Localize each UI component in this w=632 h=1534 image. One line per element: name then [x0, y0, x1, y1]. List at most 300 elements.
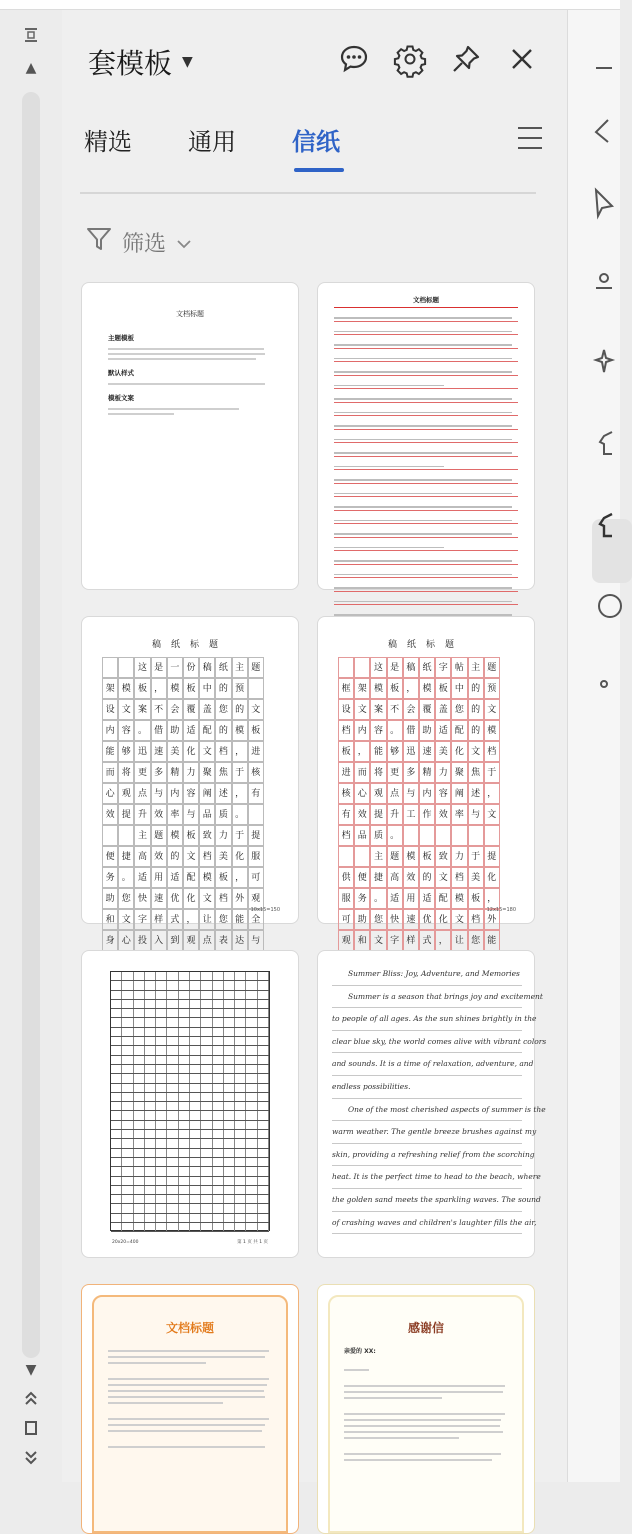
grid-cell [258, 972, 269, 980]
page-footer: 第 1 页 共 1 页 [237, 1240, 268, 1245]
grid-cell [122, 1084, 133, 1092]
grid-cell: 观 [183, 930, 199, 951]
grid-row [102, 909, 264, 930]
pin-icon[interactable] [449, 42, 483, 76]
grid-cell: 供 [338, 867, 354, 888]
rule-line [334, 537, 518, 538]
grid-cell [190, 1214, 201, 1222]
grid-cell: 预 [232, 678, 248, 699]
panel-title: 套模板 [88, 47, 173, 80]
grid-cell: 能 [370, 741, 386, 762]
grid-row [111, 1102, 269, 1111]
template-card-red-lined[interactable] [317, 282, 535, 590]
grid-row [111, 1139, 269, 1148]
grid-cell: 板 [248, 720, 264, 741]
grid-cell [213, 1214, 224, 1222]
grid-cell [213, 1149, 224, 1157]
grid-cell: 的 [215, 720, 231, 741]
grid-cell [134, 1139, 145, 1147]
grid-cell [145, 1149, 156, 1157]
template-title: 感谢信 [407, 1321, 444, 1335]
grid-cell [190, 1158, 201, 1166]
grid-cell: 。 [118, 867, 134, 888]
grid-cell [167, 1111, 178, 1119]
text-line [334, 574, 512, 576]
menu-icon[interactable] [516, 124, 544, 152]
grid-cell [179, 1084, 190, 1092]
grid-cell [145, 1167, 156, 1175]
grid-cell [224, 1037, 235, 1045]
grid-cell: 质 [215, 804, 231, 825]
grid-cell: 核 [338, 783, 354, 804]
template-card-basic[interactable] [81, 282, 299, 590]
grid-cell [167, 1037, 178, 1045]
grid-cell [338, 846, 354, 867]
grid-cell [134, 991, 145, 999]
template-card-dense-grid[interactable] [81, 950, 299, 1258]
grid-cell [167, 1028, 178, 1036]
grid-cell [354, 657, 370, 678]
grid-cell [258, 1223, 269, 1231]
grid-cell: 快 [134, 888, 150, 909]
grid-cell [111, 1009, 122, 1017]
grid-cell [122, 1186, 133, 1194]
grid-row [111, 981, 269, 990]
grid-cell: 适 [183, 720, 199, 741]
grid-cell [134, 1111, 145, 1119]
grid-cell: 主 [370, 846, 386, 867]
grid-row [111, 1186, 269, 1195]
text-line [334, 506, 512, 508]
grid-cell [145, 981, 156, 989]
grid-cell: 稿 [403, 657, 419, 678]
grid-cell: 。 [370, 888, 386, 909]
grid-cell: 架 [102, 678, 118, 699]
filter-dropdown[interactable] [86, 226, 192, 258]
rule-line [334, 415, 518, 416]
grid-cell [201, 1149, 212, 1157]
chat-icon[interactable] [337, 42, 371, 76]
grid-cell: 作 [419, 804, 435, 825]
scroll-top-icon[interactable] [18, 1390, 44, 1414]
grid-cell [122, 1111, 133, 1119]
grid-cell: 务 [354, 888, 370, 909]
grid-cell [213, 1167, 224, 1175]
grid-cell [213, 1121, 224, 1129]
grid-cell [235, 1149, 246, 1157]
grid-row [338, 783, 500, 804]
grid-cell [201, 1204, 212, 1212]
grid-cell: 您 [215, 909, 231, 930]
grid-cell [213, 1195, 224, 1203]
grid-cell: 捷 [370, 867, 386, 888]
grid-cell: 板 [419, 846, 435, 867]
grid-cell [213, 1158, 224, 1166]
circle-icon[interactable] [582, 590, 612, 620]
grid-cell: 模 [199, 867, 215, 888]
grid-cell [111, 1121, 122, 1129]
grid-cell: 不 [151, 699, 167, 720]
grid-cell [201, 1167, 212, 1175]
grid-cell: 便 [354, 867, 370, 888]
grid-cell [145, 1074, 156, 1082]
grid-cell [122, 1139, 133, 1147]
grid-cell: 化 [183, 888, 199, 909]
grid-cell [258, 1084, 269, 1092]
text-line [334, 385, 444, 387]
grid-cell [156, 1149, 167, 1157]
grid-cell [224, 1195, 235, 1203]
grid-cell [122, 1130, 133, 1138]
grid-cell [451, 825, 467, 846]
grid-cell [134, 972, 145, 980]
grid-cell: 快 [387, 909, 403, 930]
shirt-active-icon[interactable] [582, 508, 612, 538]
grid-cell: 题 [387, 846, 403, 867]
grid-cell [179, 1056, 190, 1064]
grid-cell [156, 1102, 167, 1110]
grid-cell [134, 1121, 145, 1129]
grid-cell [246, 1111, 257, 1119]
grid-cell: ， [403, 678, 419, 699]
grid-cell: 题 [151, 825, 167, 846]
grid-cell [190, 981, 201, 989]
grid-row [111, 991, 269, 1000]
grid-row [111, 1158, 269, 1167]
grid-row [111, 1037, 269, 1046]
grid-cell [235, 1093, 246, 1101]
grid-cell: 模 [167, 678, 183, 699]
grid-cell [224, 1046, 235, 1054]
grid-cell [213, 1074, 224, 1082]
grid-cell [145, 1177, 156, 1185]
grid-cell [235, 1214, 246, 1222]
template-card-english-script[interactable] [317, 950, 547, 1258]
grid-row [102, 741, 264, 762]
grid-cell: 提 [248, 825, 264, 846]
grid-cell [179, 1195, 190, 1203]
dot-icon[interactable] [582, 670, 612, 700]
grid-row [338, 804, 500, 825]
grid-cell [134, 1149, 145, 1157]
grid-cell [156, 1186, 167, 1194]
grid-cell [156, 1177, 167, 1185]
grid-cell [435, 825, 451, 846]
grid-cell [354, 846, 370, 867]
grid-cell: 适 [134, 867, 150, 888]
grid-cell [156, 1204, 167, 1212]
grid-cell [145, 972, 156, 980]
rule-line [334, 564, 518, 565]
grid-row [102, 762, 264, 783]
grid-cell [167, 1177, 178, 1185]
grid-cell: 预 [484, 678, 500, 699]
grid-cell: 进 [248, 741, 264, 762]
grid-cell: 能 [484, 930, 500, 951]
template-card-grid-paper[interactable] [81, 616, 299, 946]
grid-cell [258, 1111, 269, 1119]
grid-cell [224, 1204, 235, 1212]
grid-cell: 核 [248, 762, 264, 783]
script-line: heat. It is the perfect time to head to the beach, where [332, 1166, 522, 1189]
pointer-icon[interactable] [582, 186, 612, 216]
grid-row [338, 741, 500, 762]
grid-cell: 精 [419, 762, 435, 783]
grid-cell: 率 [451, 804, 467, 825]
grid-cell [190, 1139, 201, 1147]
grid-cell [122, 1074, 133, 1082]
grid-cell: 观 [370, 783, 386, 804]
grid-cell: 提 [370, 804, 386, 825]
grid-cell [190, 1186, 201, 1194]
rule-line [334, 402, 518, 403]
grid-cell [134, 1037, 145, 1045]
grid-cell: 效 [354, 804, 370, 825]
grid-cell: 您 [215, 699, 231, 720]
text-line [334, 398, 512, 400]
grid-cell: ， [183, 909, 199, 930]
grid-cell [201, 1195, 212, 1203]
template-card-thank-you[interactable] [317, 1284, 535, 1534]
grid-cell [213, 1009, 224, 1017]
grid-cell [258, 1204, 269, 1212]
grid-cell: 表 [215, 930, 231, 951]
grid-cell: 身 [102, 930, 118, 951]
grid-cell: 模 [118, 678, 134, 699]
grid-cell [111, 1102, 122, 1110]
grid-cell: 够 [387, 741, 403, 762]
text-line [334, 520, 512, 522]
script-line: the golden sand meets the sparkling waves. The sound [332, 1189, 522, 1212]
grid-cell [235, 981, 246, 989]
grid-cell [145, 1000, 156, 1008]
minus-icon[interactable] [582, 52, 612, 82]
grid-cell [134, 1214, 145, 1222]
grid-cell [235, 1046, 246, 1054]
grid-cell: 美 [167, 741, 183, 762]
grid-cell [145, 1046, 156, 1054]
grid-cell [122, 972, 133, 980]
grid-cell [118, 825, 134, 846]
grid-cell [235, 1009, 246, 1017]
grid-cell: 的 [468, 720, 484, 741]
grid-cell: 将 [370, 762, 386, 783]
text-line [334, 601, 512, 603]
grid-row [111, 972, 269, 981]
grid-cell: 档 [451, 867, 467, 888]
grid-cell: 板 [435, 678, 451, 699]
grid-cell: 主 [468, 657, 484, 678]
grid-cell [213, 1028, 224, 1036]
grid-cell [156, 1214, 167, 1222]
grid-cell: 于 [484, 762, 500, 783]
grid-cell: 主 [134, 825, 150, 846]
grid-cell [224, 1121, 235, 1129]
grid-cell [201, 1102, 212, 1110]
grid-cell [167, 1065, 178, 1073]
scroll-up-icon[interactable]: ▲ [25, 60, 37, 76]
drag-handle-icon[interactable] [18, 26, 44, 50]
close-icon[interactable] [505, 42, 539, 76]
grid-cell: 适 [167, 867, 183, 888]
grid-cell: 文 [248, 699, 264, 720]
grid-cell: 入 [151, 930, 167, 951]
grid-row [102, 720, 264, 741]
grid-cell [190, 1149, 201, 1157]
grid-cell [190, 972, 201, 980]
grid-cell: ， [484, 888, 500, 909]
panel-title-dropdown[interactable] [88, 42, 193, 82]
grid-cell [235, 1158, 246, 1166]
grid-cell [213, 1186, 224, 1194]
template-card-red-grid[interactable] [317, 616, 535, 946]
grid-cell: 档 [215, 888, 231, 909]
script-line: Summer Bliss: Joy, Adventure, and Memories [332, 963, 522, 986]
grid-cell: 和 [354, 930, 370, 951]
grid-cell [111, 991, 122, 999]
ruler-icon[interactable] [582, 266, 612, 296]
grid-cell [213, 1046, 224, 1054]
grid-cell [258, 1018, 269, 1026]
grid-cell: 多 [403, 762, 419, 783]
grid-cell: 配 [435, 888, 451, 909]
grid-cell [235, 1130, 246, 1138]
page-icon[interactable] [18, 1420, 44, 1442]
filter-label: 筛选 [122, 231, 167, 257]
grid-cell: 效 [102, 804, 118, 825]
template-title: 文档标题 [413, 296, 439, 304]
grid-cell: 主 [232, 657, 248, 678]
text-line [334, 547, 444, 549]
grid-cell [201, 1000, 212, 1008]
grid-cell: 迅 [403, 741, 419, 762]
tab-general[interactable]: 通用 [188, 128, 236, 156]
format-icon[interactable] [582, 116, 612, 146]
grid-cell: 品 [354, 825, 370, 846]
tab-featured[interactable]: 精选 [84, 128, 132, 156]
grid-cell [235, 1065, 246, 1073]
scroll-down-icon[interactable]: ▼ [25, 1362, 37, 1378]
grid-cell: 文 [199, 741, 215, 762]
grid-row [111, 1056, 269, 1065]
grid-cell: 优 [419, 909, 435, 930]
grid-cell [111, 981, 122, 989]
grid-cell [213, 1102, 224, 1110]
grid-cell: 适 [435, 720, 451, 741]
grid-cell [190, 1111, 201, 1119]
grid-cell [179, 1167, 190, 1175]
grid-cell: 质 [370, 825, 386, 846]
grid-cell: 速 [419, 741, 435, 762]
salutation: 亲爱的 XX: [344, 1348, 376, 1355]
gear-icon[interactable] [393, 42, 427, 76]
grid-cell: 力 [215, 825, 231, 846]
grid-cell [156, 1093, 167, 1101]
template-title: 稿纸标题 [151, 640, 228, 650]
grid-cell [122, 1121, 133, 1129]
grid-cell [111, 1028, 122, 1036]
grid-cell: 是 [151, 657, 167, 678]
grid-cell: 的 [468, 699, 484, 720]
grid-cell: 用 [151, 867, 167, 888]
grid-cell: 聚 [451, 762, 467, 783]
grid-cell: 文 [451, 909, 467, 930]
grid-cell [258, 1186, 269, 1194]
grid-cell [201, 1130, 212, 1138]
grid-cell: 多 [151, 762, 167, 783]
tab-bar [84, 118, 544, 188]
grid-cell: 中 [451, 678, 467, 699]
chevron-down-icon: ▼ [182, 54, 193, 70]
grid-cell [156, 1056, 167, 1064]
grid-cell [246, 1074, 257, 1082]
grid-cell: 和 [102, 909, 118, 930]
grid-cell [258, 1074, 269, 1082]
grid-cell [122, 1093, 133, 1101]
grid-cell [111, 1074, 122, 1082]
grid-cell: 有 [248, 783, 264, 804]
grid-cell [224, 981, 235, 989]
grid-cell [145, 1186, 156, 1194]
tab-letter-paper[interactable]: 信纸 [292, 128, 340, 156]
grid-cell [224, 1000, 235, 1008]
grid-cell: 可 [338, 909, 354, 930]
header-actions [337, 42, 539, 76]
grid-cell [246, 1158, 257, 1166]
grid-cell: 于 [232, 762, 248, 783]
rule-line [334, 348, 518, 349]
grid-cell: 适 [387, 888, 403, 909]
scroll-bottom-icon[interactable] [18, 1448, 44, 1472]
text-line [334, 331, 512, 333]
template-card-decorative-orange[interactable] [81, 1284, 299, 1534]
grid-cell: 品 [199, 804, 215, 825]
grid-cell [111, 1167, 122, 1175]
scrollbar-track[interactable] [22, 92, 40, 1358]
grid-cell [201, 1093, 212, 1101]
grid-cell [179, 1102, 190, 1110]
grid-cell [122, 1214, 133, 1222]
tab-divider [80, 192, 536, 194]
grid-cell: 档 [484, 741, 500, 762]
grid-cell [111, 1018, 122, 1026]
shirt-icon[interactable] [582, 426, 612, 456]
left-scroll-rail [0, 10, 62, 1482]
grid-cell [156, 1000, 167, 1008]
grid-cell [190, 1018, 201, 1026]
grid-cell [246, 981, 257, 989]
grid-cell: 的 [419, 867, 435, 888]
grid-cell [156, 1028, 167, 1036]
grid-cell: 而 [354, 762, 370, 783]
grid-cell: 配 [451, 720, 467, 741]
grid-cell [258, 1056, 269, 1064]
sparkle-icon[interactable] [582, 346, 612, 376]
grid-cell: 观 [338, 930, 354, 951]
text-line [334, 317, 512, 319]
grid-cell: 盖 [435, 699, 451, 720]
grid-cell: ， [232, 783, 248, 804]
grid-cell [179, 1149, 190, 1157]
grid-cell [213, 972, 224, 980]
text-line [334, 466, 444, 468]
grid-cell [179, 1000, 190, 1008]
grid-row [338, 720, 500, 741]
grid-cell: 外 [232, 888, 248, 909]
script-line: warm weather. The gentle breeze brushes against my [332, 1121, 522, 1144]
grid-cell: 助 [102, 888, 118, 909]
grid-cell [248, 804, 264, 825]
